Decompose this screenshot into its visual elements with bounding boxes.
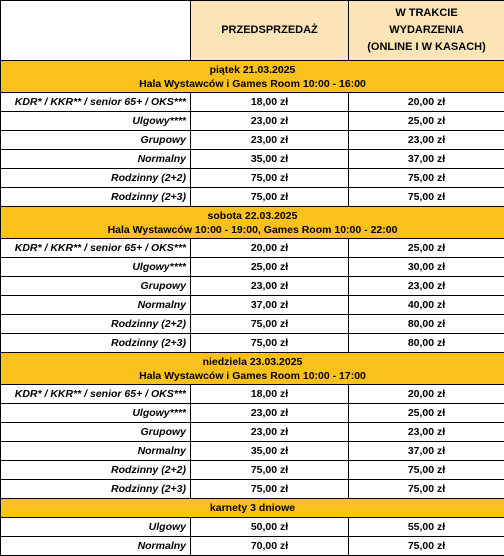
presale-price: 75,00 zł [191,334,349,353]
section-header-row [1,61,504,93]
section-header-row [1,499,504,518]
event-price: 23,00 zł [349,277,504,296]
ticket-type-label: Grupowy [1,277,191,296]
event-price: 75,00 zł [349,480,504,499]
table-row [1,334,504,353]
ticket-type-label: Ulgowy**** [1,112,191,131]
event-price: 23,00 zł [349,423,504,442]
ticket-type-label: Rodzinny (2+3) [1,334,191,353]
table-row [1,404,504,423]
table-row [1,258,504,277]
section-header-cell [1,499,504,518]
header-during-text: W TRAKCIE WYDARZENIA (ONLINE I W KASACH) [367,7,486,53]
presale-price: 18,00 zł [191,385,349,404]
presale-price: 35,00 zł [191,442,349,461]
event-price: 37,00 zł [349,150,504,169]
ticket-type-label: Normalny [1,150,191,169]
table-row [1,188,504,207]
presale-price: 75,00 zł [191,188,349,207]
table-row [1,480,504,499]
ticket-type-label: Ulgowy**** [1,258,191,277]
section-header-row [1,353,504,385]
ticket-type-label: Rodzinny (2+3) [1,188,191,207]
table-row [1,277,504,296]
presale-price: 75,00 zł [191,480,349,499]
presale-price: 70,00 zł [191,537,349,556]
table-row [1,296,504,315]
presale-price: 18,00 zł [191,93,349,112]
section-header-cell [1,61,504,93]
section-header-row [1,207,504,239]
table-row [1,239,504,258]
ticket-type-label: Grupowy [1,131,191,150]
ticket-type-label: Rodzinny (2+2) [1,169,191,188]
table-row [1,93,504,112]
event-price: 75,00 zł [349,537,504,556]
section-date: sobota 22.03.2025 [207,209,298,222]
ticket-type-label: KDR* / KKR** / senior 65+ / OKS*** [1,239,191,258]
event-price: 20,00 zł [349,93,504,112]
ticket-type-label: KDR* / KKR** / senior 65+ / OKS*** [1,93,191,112]
table-row [1,315,504,334]
table-row [1,112,504,131]
event-price: 25,00 zł [349,112,504,131]
presale-price: 23,00 zł [191,112,349,131]
table-row [1,385,504,404]
event-price: 75,00 zł [349,461,504,480]
ticket-type-label: KDR* / KKR** / senior 65+ / OKS*** [1,385,191,404]
ticket-type-label: Normalny [1,537,191,556]
section-hours: Hala Wystawców i Games Room 10:00 - 16:00 [139,77,366,90]
ticket-type-label: Ulgowy [1,518,191,537]
ticket-type-label: Rodzinny (2+3) [1,480,191,499]
header-row [1,1,504,61]
presale-price: 35,00 zł [191,150,349,169]
event-price: 75,00 zł [349,169,504,188]
ticket-type-label: Normalny [1,442,191,461]
event-price: 80,00 zł [349,315,504,334]
ticket-type-label: Rodzinny (2+2) [1,461,191,480]
presale-price: 23,00 zł [191,423,349,442]
section-date: karnety 3 dniowe [209,502,296,514]
table-row [1,537,504,556]
presale-price: 50,00 zł [191,518,349,537]
section-hours: Hala Wystawców i Games Room 10:00 - 17:00 [139,369,366,382]
section-header-cell [1,353,504,385]
header-during [349,1,504,61]
presale-price: 20,00 zł [191,239,349,258]
header-empty-cell [1,1,191,61]
event-price: 55,00 zł [349,518,504,537]
event-price: 30,00 zł [349,258,504,277]
ticket-type-label: Rodzinny (2+2) [1,315,191,334]
presale-price: 23,00 zł [191,404,349,423]
presale-price: 25,00 zł [191,258,349,277]
ticket-type-label: Ulgowy**** [1,404,191,423]
event-price: 40,00 zł [349,296,504,315]
section-date: niedziela 23.03.2025 [202,355,303,368]
event-price: 75,00 zł [349,188,504,207]
ticket-type-label: Normalny [1,296,191,315]
ticket-type-label: Grupowy [1,423,191,442]
table-row [1,131,504,150]
event-price: 80,00 zł [349,334,504,353]
event-price: 37,00 zł [349,442,504,461]
section-hours: Hala Wystawców 10:00 - 19:00, Games Room 10:00 - 22:00 [107,223,398,236]
presale-price: 23,00 zł [191,131,349,150]
header-presale: PRZEDSPRZEDAŻ [191,1,349,61]
table-row [1,518,504,537]
presale-price: 75,00 zł [191,169,349,188]
event-price: 20,00 zł [349,385,504,404]
presale-price: 37,00 zł [191,296,349,315]
event-price: 25,00 zł [349,239,504,258]
table-row [1,169,504,188]
event-price: 25,00 zł [349,404,504,423]
presale-price: 23,00 zł [191,277,349,296]
table-row [1,150,504,169]
table-row [1,442,504,461]
presale-price: 75,00 zł [191,461,349,480]
section-date: piątek 21.03.2025 [209,63,296,76]
table-row [1,423,504,442]
presale-price: 75,00 zł [191,315,349,334]
table-row [1,461,504,480]
event-price: 23,00 zł [349,131,504,150]
section-header-cell [1,207,504,239]
